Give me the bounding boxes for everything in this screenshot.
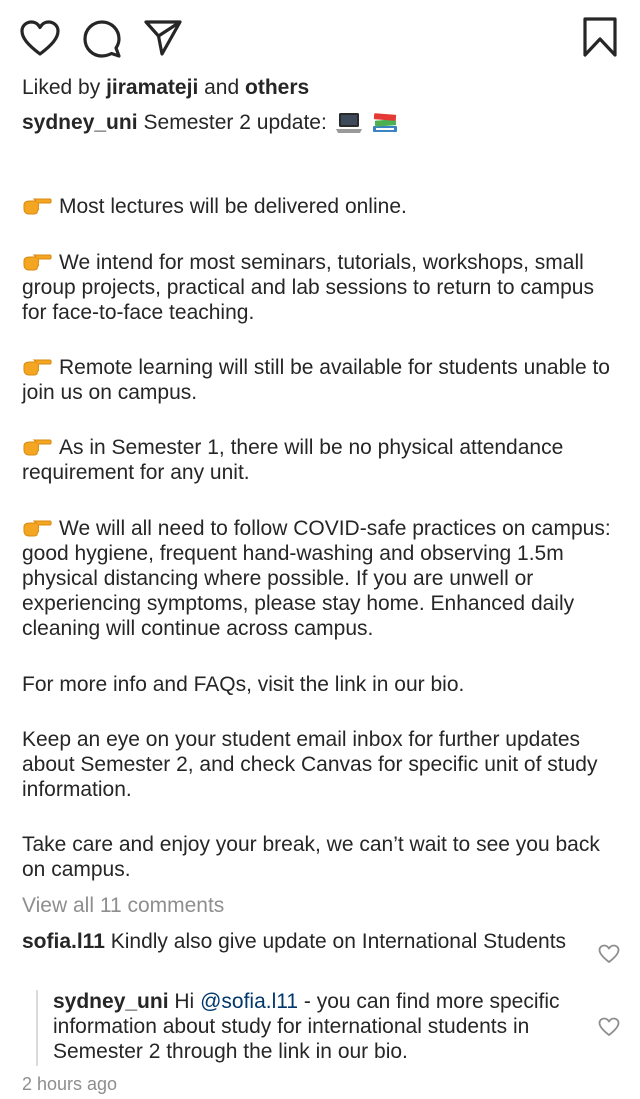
caption-paragraph-1 [22, 194, 622, 219]
post-timestamp: 2 hours ago [22, 1074, 118, 1094]
heart-icon[interactable] [20, 20, 60, 58]
caption-text: Most lectures will be delivered online. [59, 195, 407, 218]
pointing-hand-emoji-icon [22, 519, 52, 537]
caption-headline: Semester 2 update: [143, 111, 327, 134]
pointing-hand-emoji-icon [22, 253, 52, 271]
comment-item [22, 929, 582, 954]
liker-username[interactable]: jiramateji [106, 76, 199, 99]
caption-paragraph-2 [22, 250, 622, 325]
reply-text: - you can find more specific information about study for international students in Semester 2 through the link in our bio. [53, 990, 560, 1063]
likes-joiner: and [204, 76, 240, 99]
books-emoji-icon [371, 111, 399, 135]
reply-like-heart-icon[interactable] [598, 1017, 620, 1037]
reply-username[interactable]: sydney_uni [53, 990, 169, 1013]
caption-text: We will all need to follow COVID-safe practices on campus: good hygiene, frequent hand-washing and observing 1.5m physical distancing where possible. If you are unwell or experiencing symptoms, please stay home. Enhanced daily cleaning will continue across campus. [22, 517, 611, 640]
reply-mention-link[interactable]: @sofia.l11 [200, 990, 299, 1013]
pointing-hand-emoji-icon [22, 438, 52, 456]
likes-prefix: Liked by [22, 76, 101, 99]
caption-paragraph-5 [22, 516, 622, 641]
comment-username[interactable]: sofia.l11 [22, 930, 105, 953]
reply-item [53, 989, 583, 1064]
caption-text: As in Semester 1, there will be no physical attendance requirement for any unit. [22, 436, 564, 484]
post-action-bar [0, 0, 640, 72]
likes-summary [22, 75, 309, 101]
pointing-hand-emoji-icon [22, 197, 52, 215]
bookmark-icon[interactable] [581, 16, 619, 58]
comment-text: Kindly also give update on International Students [110, 930, 567, 953]
post-caption [22, 110, 622, 135]
reply-greeting: Hi [174, 990, 195, 1013]
caption-paragraph-3 [22, 355, 622, 405]
caption-text: Remote learning will still be available for students unable to join us on campus. [22, 356, 610, 404]
paper-plane-icon[interactable] [143, 19, 183, 57]
caption-paragraph-7: Keep an eye on your student email inbox for further updates about Semester 2, and check Canvas for specific unit of study information. [22, 728, 598, 801]
comment-like-heart-icon[interactable] [598, 944, 620, 964]
caption-username[interactable]: sydney_uni [22, 111, 138, 134]
view-all-comments-link[interactable]: View all 11 comments [22, 894, 225, 917]
likes-others-link[interactable]: others [245, 76, 310, 99]
speech-bubble-icon[interactable] [82, 19, 122, 59]
caption-text: We intend for most seminars, tutorials, workshops, small group projects, practical and lab sessions to return to campus for face-to-face teaching. [22, 251, 594, 324]
pointing-hand-emoji-icon [22, 358, 52, 376]
caption-paragraph-4 [22, 435, 622, 485]
laptop-emoji-icon [335, 111, 363, 135]
caption-paragraph-6: For more info and FAQs, visit the link in our bio. [22, 673, 465, 696]
caption-paragraph-8: Take care and enjoy your break, we can’t wait to see you back on campus. [22, 833, 600, 881]
reply-thread-line [36, 990, 38, 1066]
caption-headline-row [22, 110, 622, 135]
